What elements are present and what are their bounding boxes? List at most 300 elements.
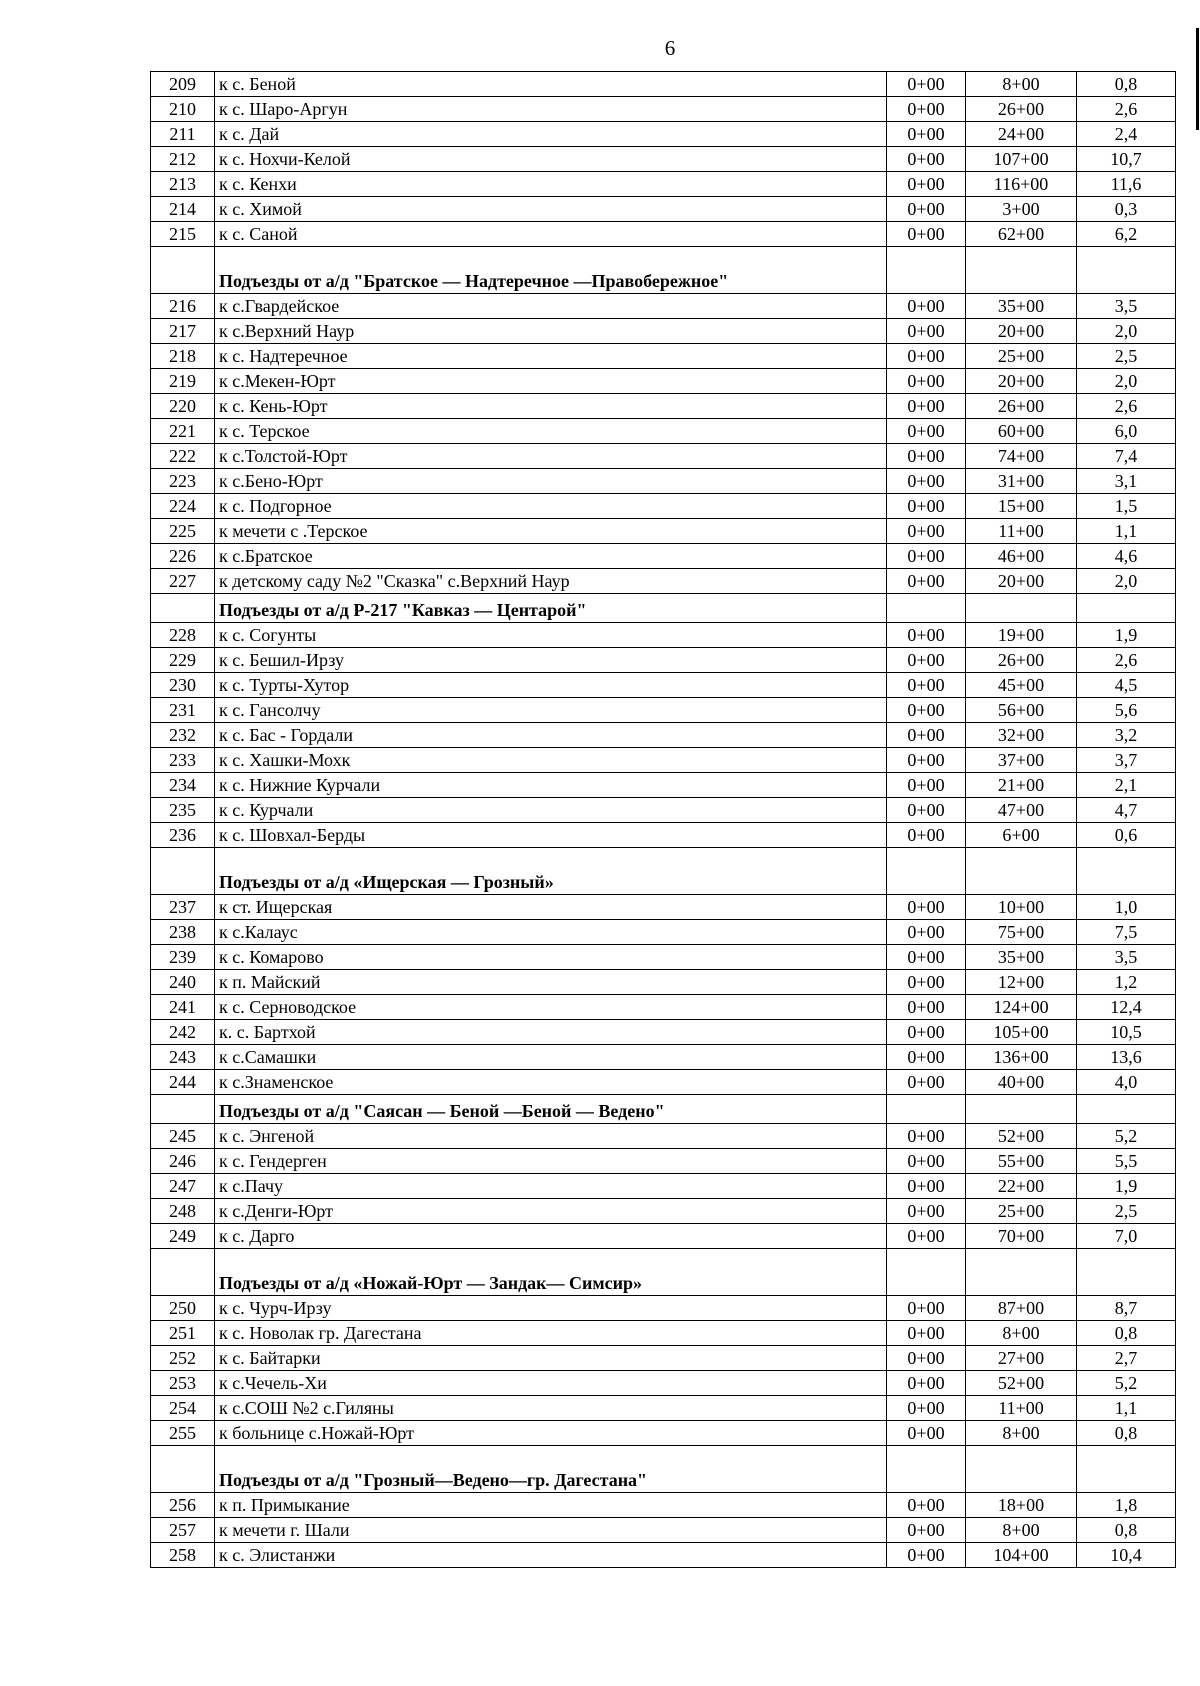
length-km: 10,7 <box>1077 147 1176 172</box>
row-number: 250 <box>151 1296 215 1321</box>
start-km: 0+00 <box>887 1346 966 1371</box>
table-row <box>151 1518 1176 1543</box>
start-km: 0+00 <box>887 519 966 544</box>
end-km: 35+00 <box>966 294 1077 319</box>
end-km: 74+00 <box>966 444 1077 469</box>
road-name: к мечети г. Шали <box>215 1518 887 1543</box>
end-km: 10+00 <box>966 895 1077 920</box>
row-number: 213 <box>151 172 215 197</box>
row-number: 251 <box>151 1321 215 1346</box>
length-km: 5,6 <box>1077 698 1176 723</box>
row-number: 210 <box>151 97 215 122</box>
length-km: 1,1 <box>1077 519 1176 544</box>
length-km: 12,4 <box>1077 995 1176 1020</box>
table-row <box>151 369 1176 394</box>
row-number: 254 <box>151 1396 215 1421</box>
row-number: 241 <box>151 995 215 1020</box>
table-row <box>151 1124 1176 1149</box>
road-name: к с.Мекен-Юрт <box>215 369 887 394</box>
road-name: к с. Терское <box>215 419 887 444</box>
section-start-cell <box>887 1446 966 1493</box>
row-number: 252 <box>151 1346 215 1371</box>
table-row <box>151 344 1176 369</box>
scan-edge-mark <box>1196 28 1199 130</box>
end-km: 52+00 <box>966 1371 1077 1396</box>
end-km: 25+00 <box>966 344 1077 369</box>
section-header-row <box>151 594 1176 623</box>
length-km: 3,7 <box>1077 748 1176 773</box>
road-name: к с. Шовхал-Берды <box>215 823 887 848</box>
row-number: 228 <box>151 623 215 648</box>
length-km: 0,8 <box>1077 72 1176 97</box>
end-km: 11+00 <box>966 519 1077 544</box>
table-row <box>151 319 1176 344</box>
end-km: 27+00 <box>966 1346 1077 1371</box>
row-number: 215 <box>151 222 215 247</box>
table-row <box>151 419 1176 444</box>
table-row <box>151 147 1176 172</box>
end-km: 105+00 <box>966 1020 1077 1045</box>
start-km: 0+00 <box>887 673 966 698</box>
road-name: к с.Гвардейское <box>215 294 887 319</box>
length-km: 2,7 <box>1077 1346 1176 1371</box>
length-km: 10,5 <box>1077 1020 1176 1045</box>
start-km: 0+00 <box>887 748 966 773</box>
length-km: 5,2 <box>1077 1371 1176 1396</box>
length-km: 0,6 <box>1077 823 1176 848</box>
end-km: 21+00 <box>966 773 1077 798</box>
start-km: 0+00 <box>887 419 966 444</box>
table-row <box>151 1346 1176 1371</box>
section-length-cell <box>1077 1446 1176 1493</box>
table-row <box>151 544 1176 569</box>
length-km: 0,8 <box>1077 1421 1176 1446</box>
end-km: 31+00 <box>966 469 1077 494</box>
start-km: 0+00 <box>887 544 966 569</box>
table-row <box>151 648 1176 673</box>
roads-table-body <box>151 72 1176 1568</box>
start-km: 0+00 <box>887 1199 966 1224</box>
end-km: 12+00 <box>966 970 1077 995</box>
length-km: 2,0 <box>1077 569 1176 594</box>
road-name: к с.Чечель-Хи <box>215 1371 887 1396</box>
road-name: к с. Химой <box>215 197 887 222</box>
road-name: к с.Толстой-Юрт <box>215 444 887 469</box>
section-end-cell <box>966 1095 1077 1124</box>
end-km: 20+00 <box>966 369 1077 394</box>
road-name: к с.Знаменское <box>215 1070 887 1095</box>
end-km: 124+00 <box>966 995 1077 1020</box>
road-name: к с.СОШ №2 с.Гиляны <box>215 1396 887 1421</box>
table-row <box>151 444 1176 469</box>
table-row <box>151 798 1176 823</box>
length-km: 1,1 <box>1077 1396 1176 1421</box>
table-row <box>151 1296 1176 1321</box>
length-km: 1,8 <box>1077 1493 1176 1518</box>
length-km: 11,6 <box>1077 172 1176 197</box>
start-km: 0+00 <box>887 369 966 394</box>
road-name: к с. Дай <box>215 122 887 147</box>
start-km: 0+00 <box>887 698 966 723</box>
road-name: к с. Надтеречное <box>215 344 887 369</box>
start-km: 0+00 <box>887 1371 966 1396</box>
table-row <box>151 920 1176 945</box>
section-end-cell <box>966 594 1077 623</box>
length-km: 1,9 <box>1077 623 1176 648</box>
start-km: 0+00 <box>887 1045 966 1070</box>
start-km: 0+00 <box>887 1421 966 1446</box>
table-row <box>151 673 1176 698</box>
road-name: к с. Саной <box>215 222 887 247</box>
table-row <box>151 748 1176 773</box>
length-km: 6,2 <box>1077 222 1176 247</box>
end-km: 24+00 <box>966 122 1077 147</box>
row-number: 217 <box>151 319 215 344</box>
table-row <box>151 197 1176 222</box>
road-name: к с.Калаус <box>215 920 887 945</box>
road-name: к с.Верхний Наур <box>215 319 887 344</box>
length-km: 4,6 <box>1077 544 1176 569</box>
row-number: 232 <box>151 723 215 748</box>
length-km: 6,0 <box>1077 419 1176 444</box>
road-name: к с. Бас - Гордали <box>215 723 887 748</box>
table-row <box>151 72 1176 97</box>
end-km: 8+00 <box>966 72 1077 97</box>
table-row <box>151 895 1176 920</box>
road-name: к с. Байтарки <box>215 1346 887 1371</box>
road-name: к с. Элистанжи <box>215 1543 887 1568</box>
table-row <box>151 723 1176 748</box>
table-row <box>151 222 1176 247</box>
start-km: 0+00 <box>887 197 966 222</box>
start-km: 0+00 <box>887 1124 966 1149</box>
roads-table <box>150 71 1176 1568</box>
section-num-cell <box>151 1095 215 1124</box>
end-km: 22+00 <box>966 1174 1077 1199</box>
road-name: к с.Пачу <box>215 1174 887 1199</box>
table-row <box>151 1070 1176 1095</box>
row-number: 236 <box>151 823 215 848</box>
section-num-cell <box>151 247 215 294</box>
section-num-cell <box>151 594 215 623</box>
row-number: 239 <box>151 945 215 970</box>
table-row <box>151 569 1176 594</box>
length-km: 1,2 <box>1077 970 1176 995</box>
section-length-cell <box>1077 1095 1176 1124</box>
section-title: Подъезды от а/д "Братское — Надтеречное —Правобережное" <box>215 247 887 294</box>
row-number: 226 <box>151 544 215 569</box>
length-km: 8,7 <box>1077 1296 1176 1321</box>
start-km: 0+00 <box>887 569 966 594</box>
road-name: к с. Нижние Курчали <box>215 773 887 798</box>
end-km: 26+00 <box>966 648 1077 673</box>
start-km: 0+00 <box>887 648 966 673</box>
row-number: 209 <box>151 72 215 97</box>
end-km: 8+00 <box>966 1421 1077 1446</box>
start-km: 0+00 <box>887 723 966 748</box>
end-km: 87+00 <box>966 1296 1077 1321</box>
row-number: 211 <box>151 122 215 147</box>
end-km: 37+00 <box>966 748 1077 773</box>
end-km: 6+00 <box>966 823 1077 848</box>
end-km: 47+00 <box>966 798 1077 823</box>
road-name: к с. Новолак гр. Дагестана <box>215 1321 887 1346</box>
road-name: к с. Нохчи-Келой <box>215 147 887 172</box>
start-km: 0+00 <box>887 494 966 519</box>
start-km: 0+00 <box>887 319 966 344</box>
table-row <box>151 623 1176 648</box>
length-km: 1,9 <box>1077 1174 1176 1199</box>
road-name: к с.Денги-Юрт <box>215 1199 887 1224</box>
end-km: 20+00 <box>966 319 1077 344</box>
section-length-cell <box>1077 1249 1176 1296</box>
section-header-row <box>151 247 1176 294</box>
table-row <box>151 1371 1176 1396</box>
start-km: 0+00 <box>887 1396 966 1421</box>
row-number: 255 <box>151 1421 215 1446</box>
start-km: 0+00 <box>887 172 966 197</box>
start-km: 0+00 <box>887 823 966 848</box>
table-row <box>151 1543 1176 1568</box>
end-km: 136+00 <box>966 1045 1077 1070</box>
row-number: 223 <box>151 469 215 494</box>
start-km: 0+00 <box>887 895 966 920</box>
road-name: к с. Бешил-Ирзу <box>215 648 887 673</box>
start-km: 0+00 <box>887 222 966 247</box>
row-number: 233 <box>151 748 215 773</box>
length-km: 4,7 <box>1077 798 1176 823</box>
road-name: к с. Дарго <box>215 1224 887 1249</box>
start-km: 0+00 <box>887 122 966 147</box>
road-name: к с. Гендерген <box>215 1149 887 1174</box>
section-end-cell <box>966 1249 1077 1296</box>
end-km: 15+00 <box>966 494 1077 519</box>
end-km: 8+00 <box>966 1518 1077 1543</box>
road-name: к ст. Ищерская <box>215 895 887 920</box>
table-row <box>151 294 1176 319</box>
row-number: 257 <box>151 1518 215 1543</box>
road-name: к с. Шаро-Аргун <box>215 97 887 122</box>
table-row <box>151 823 1176 848</box>
section-header-row <box>151 1095 1176 1124</box>
section-header-row <box>151 1446 1176 1493</box>
row-number: 216 <box>151 294 215 319</box>
row-number: 224 <box>151 494 215 519</box>
end-km: 11+00 <box>966 1396 1077 1421</box>
row-number: 225 <box>151 519 215 544</box>
road-name: к с.Братское <box>215 544 887 569</box>
road-name: к с. Курчали <box>215 798 887 823</box>
start-km: 0+00 <box>887 1518 966 1543</box>
road-name: к. с. Бартхой <box>215 1020 887 1045</box>
row-number: 240 <box>151 970 215 995</box>
section-title: Подъезды от а/д "Грозный—Ведено—гр. Дагестана" <box>215 1446 887 1493</box>
table-row <box>151 1421 1176 1446</box>
length-km: 7,4 <box>1077 444 1176 469</box>
start-km: 0+00 <box>887 920 966 945</box>
table-row <box>151 1199 1176 1224</box>
start-km: 0+00 <box>887 147 966 172</box>
row-number: 249 <box>151 1224 215 1249</box>
table-row <box>151 1321 1176 1346</box>
length-km: 1,5 <box>1077 494 1176 519</box>
section-start-cell <box>887 1095 966 1124</box>
length-km: 4,5 <box>1077 673 1176 698</box>
length-km: 2,0 <box>1077 369 1176 394</box>
end-km: 116+00 <box>966 172 1077 197</box>
row-number: 219 <box>151 369 215 394</box>
row-number: 214 <box>151 197 215 222</box>
start-km: 0+00 <box>887 97 966 122</box>
start-km: 0+00 <box>887 469 966 494</box>
section-num-cell <box>151 848 215 895</box>
start-km: 0+00 <box>887 394 966 419</box>
length-km: 3,2 <box>1077 723 1176 748</box>
page-number: 6 <box>664 36 676 60</box>
section-end-cell <box>966 247 1077 294</box>
end-km: 75+00 <box>966 920 1077 945</box>
start-km: 0+00 <box>887 798 966 823</box>
end-km: 52+00 <box>966 1124 1077 1149</box>
section-title: Подъезды от а/д Р-217 "Кавказ — Центарой" <box>215 594 887 623</box>
length-km: 3,1 <box>1077 469 1176 494</box>
start-km: 0+00 <box>887 1224 966 1249</box>
row-number: 218 <box>151 344 215 369</box>
section-title: Подъезды от а/д "Саясан — Беной —Беной — Ведено" <box>215 1095 887 1124</box>
end-km: 26+00 <box>966 97 1077 122</box>
length-km: 10,4 <box>1077 1543 1176 1568</box>
table-row <box>151 1493 1176 1518</box>
road-name: к детскому саду №2 "Сказка" с.Верхний Наур <box>215 569 887 594</box>
section-title: Подъезды от а/д «Ищерская — Грозный» <box>215 848 887 895</box>
length-km: 7,0 <box>1077 1224 1176 1249</box>
start-km: 0+00 <box>887 1543 966 1568</box>
start-km: 0+00 <box>887 773 966 798</box>
section-start-cell <box>887 594 966 623</box>
road-name: к с. Энгеной <box>215 1124 887 1149</box>
length-km: 2,6 <box>1077 394 1176 419</box>
length-km: 2,5 <box>1077 1199 1176 1224</box>
length-km: 7,5 <box>1077 920 1176 945</box>
length-km: 2,1 <box>1077 773 1176 798</box>
road-name: к с.Самашки <box>215 1045 887 1070</box>
section-length-cell <box>1077 848 1176 895</box>
row-number: 235 <box>151 798 215 823</box>
row-number: 231 <box>151 698 215 723</box>
table-row <box>151 1174 1176 1199</box>
start-km: 0+00 <box>887 1149 966 1174</box>
row-number: 243 <box>151 1045 215 1070</box>
table-row <box>151 1020 1176 1045</box>
length-km: 2,6 <box>1077 97 1176 122</box>
end-km: 20+00 <box>966 569 1077 594</box>
length-km: 0,3 <box>1077 197 1176 222</box>
road-name: к с. Подгорное <box>215 494 887 519</box>
section-end-cell <box>966 848 1077 895</box>
length-km: 2,0 <box>1077 319 1176 344</box>
length-km: 13,6 <box>1077 1045 1176 1070</box>
row-number: 244 <box>151 1070 215 1095</box>
row-number: 229 <box>151 648 215 673</box>
row-number: 256 <box>151 1493 215 1518</box>
start-km: 0+00 <box>887 945 966 970</box>
table-row <box>151 394 1176 419</box>
road-name: к п. Майский <box>215 970 887 995</box>
length-km: 5,5 <box>1077 1149 1176 1174</box>
length-km: 0,8 <box>1077 1518 1176 1543</box>
row-number: 234 <box>151 773 215 798</box>
road-name: к с. Чурч-Ирзу <box>215 1296 887 1321</box>
section-header-row <box>151 848 1176 895</box>
row-number: 242 <box>151 1020 215 1045</box>
table-row <box>151 945 1176 970</box>
end-km: 45+00 <box>966 673 1077 698</box>
row-number: 220 <box>151 394 215 419</box>
table-row <box>151 122 1176 147</box>
length-km: 2,6 <box>1077 648 1176 673</box>
road-name: к с. Серноводское <box>215 995 887 1020</box>
row-number: 258 <box>151 1543 215 1568</box>
length-km: 0,8 <box>1077 1321 1176 1346</box>
row-number: 221 <box>151 419 215 444</box>
end-km: 40+00 <box>966 1070 1077 1095</box>
section-start-cell <box>887 247 966 294</box>
end-km: 104+00 <box>966 1543 1077 1568</box>
road-name: к с. Комарово <box>215 945 887 970</box>
start-km: 0+00 <box>887 970 966 995</box>
table-row <box>151 519 1176 544</box>
end-km: 8+00 <box>966 1321 1077 1346</box>
end-km: 70+00 <box>966 1224 1077 1249</box>
start-km: 0+00 <box>887 444 966 469</box>
end-km: 19+00 <box>966 623 1077 648</box>
table-row <box>151 1224 1176 1249</box>
start-km: 0+00 <box>887 1493 966 1518</box>
section-end-cell <box>966 1446 1077 1493</box>
end-km: 3+00 <box>966 197 1077 222</box>
road-name: к с. Беной <box>215 72 887 97</box>
row-number: 238 <box>151 920 215 945</box>
start-km: 0+00 <box>887 1020 966 1045</box>
row-number: 230 <box>151 673 215 698</box>
row-number: 248 <box>151 1199 215 1224</box>
row-number: 247 <box>151 1174 215 1199</box>
end-km: 55+00 <box>966 1149 1077 1174</box>
road-name: к п. Примыкание <box>215 1493 887 1518</box>
row-number: 237 <box>151 895 215 920</box>
table-row <box>151 995 1176 1020</box>
start-km: 0+00 <box>887 1174 966 1199</box>
table-row <box>151 773 1176 798</box>
table-row <box>151 469 1176 494</box>
table-row <box>151 1045 1176 1070</box>
road-name: к с. Согунты <box>215 623 887 648</box>
road-name: к больнице с.Ножай-Юрт <box>215 1421 887 1446</box>
end-km: 60+00 <box>966 419 1077 444</box>
start-km: 0+00 <box>887 1321 966 1346</box>
length-km: 3,5 <box>1077 294 1176 319</box>
length-km: 2,4 <box>1077 122 1176 147</box>
end-km: 26+00 <box>966 394 1077 419</box>
start-km: 0+00 <box>887 623 966 648</box>
section-header-row <box>151 1249 1176 1296</box>
length-km: 2,5 <box>1077 344 1176 369</box>
road-name: к с. Гансолчу <box>215 698 887 723</box>
table-row <box>151 1149 1176 1174</box>
table-row <box>151 698 1176 723</box>
end-km: 56+00 <box>966 698 1077 723</box>
road-name: к с. Кенхи <box>215 172 887 197</box>
